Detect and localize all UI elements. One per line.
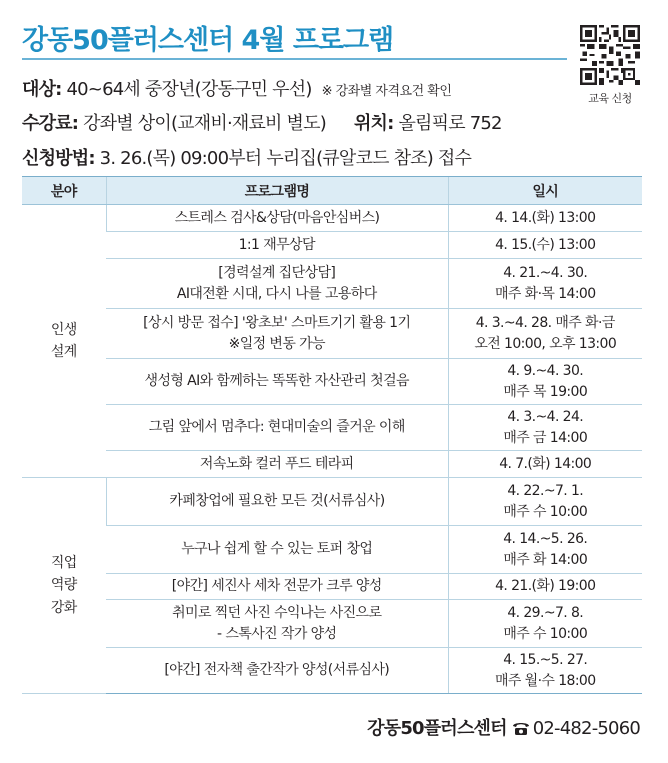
schedule-text: 매주 금 14:00: [503, 429, 588, 446]
program-cell: [106, 600, 448, 648]
schedule-text: 4. 15.(수) 13:00: [495, 236, 596, 253]
program-name: [야간] 세진사 세차 전문가 크루 양성: [171, 578, 382, 595]
schedule-text: 4. 3.~4. 28. 매주 화·금: [475, 315, 615, 332]
header-program: 프로그램명: [106, 177, 448, 205]
schedule-cell: [448, 451, 642, 478]
qr-label: 교육 신청: [588, 92, 632, 105]
category-label: 직업: [50, 554, 77, 571]
schedule-text: 오전 10:00, 오후 13:00: [474, 335, 617, 352]
program-cell: [106, 648, 448, 694]
table-row: [22, 232, 642, 259]
location-value: 올림픽로 752: [398, 113, 502, 134]
table-header-row: [22, 177, 642, 205]
program-name: 생성형 AI와 함께하는 똑똑한 자산관리 첫걸음: [144, 373, 409, 390]
table-row: [22, 451, 642, 478]
program-cell: [106, 309, 448, 359]
category-cell: [22, 478, 106, 694]
schedule-text: 4. 7.(화) 14:00: [499, 455, 592, 472]
apply-label: 신청방법:: [22, 148, 95, 169]
program-name: - 스톡사진 작가 양성: [217, 625, 337, 642]
phone-number[interactable]: 02-482-5060: [532, 718, 640, 739]
schedule-text: 4. 21.~4. 30.: [503, 265, 588, 282]
schedule-text: 매주 월·수 18:00: [494, 672, 596, 689]
program-name: 스트레스 검사&상담(마음안심버스): [174, 209, 380, 226]
program-cell: [106, 259, 448, 309]
program-name: 1:1 재무상담: [238, 236, 315, 253]
program-name: 저속노화 컬러 푸드 테라피: [199, 455, 354, 472]
table-row: [22, 259, 642, 309]
program-cell: [106, 405, 448, 451]
table-row: [22, 526, 642, 574]
schedule-text: 매주 수 10:00: [503, 625, 588, 642]
info-apply: [22, 144, 471, 170]
page-title: 강동50플러스센터 4월 프로그램: [22, 25, 394, 56]
target-label: 대상:: [22, 79, 62, 100]
program-name: [경력설계 집단상담]: [218, 265, 336, 282]
schedule-cell: [448, 232, 642, 259]
program-name: [야간] 전자책 출간작가 양성(서류심사): [164, 662, 390, 679]
category-label: 인생: [50, 321, 77, 338]
schedule-text: 4. 14.~5. 26.: [503, 531, 588, 548]
program-table: [22, 176, 642, 694]
header-category: 분야: [22, 177, 106, 205]
program-cell: [106, 574, 448, 600]
program-name: 그림 앞에서 멈추다: 현대미술의 즐거운 이해: [148, 419, 405, 436]
qr-code-block[interactable]: [578, 25, 642, 106]
table-row: [22, 574, 642, 600]
program-name: 누구나 쉽게 할 수 있는 토퍼 창업: [181, 541, 373, 558]
schedule-cell: [448, 574, 642, 600]
program-cell: [106, 478, 448, 526]
category-label: 설계: [50, 344, 77, 360]
schedule-text: 4. 3.~4. 24.: [507, 409, 584, 426]
schedule-text: 4. 15.~5. 27.: [503, 652, 588, 669]
schedule-cell: [448, 309, 642, 359]
table-row: [22, 478, 642, 526]
target-note: ※ 강좌별 자격요건 확인: [321, 84, 452, 99]
header-schedule: 일시: [448, 177, 642, 205]
schedule-text: 매주 화 14:00: [503, 551, 588, 568]
info-target: [22, 75, 451, 101]
title-divider: [22, 58, 567, 60]
table-row: [22, 205, 642, 232]
program-cell: [106, 205, 448, 232]
schedule-cell: [448, 205, 642, 232]
phone-icon: [511, 720, 531, 736]
center-name: 강동50플러스센터: [367, 718, 507, 739]
schedule-text: 4. 9.~4. 30.: [507, 363, 584, 380]
target-value: 40~64세 중장년(강동구민 우선): [66, 79, 312, 100]
program-cell: [106, 526, 448, 574]
category-cell: [22, 205, 106, 478]
table-body: [22, 205, 642, 694]
table-row: [22, 600, 642, 648]
table-row: [22, 309, 642, 359]
program-name: 카페창업에 필요한 모든 것(서류심사): [169, 493, 385, 510]
program-name: [상시 방문 접수] '왕초보' 스마트기기 활용 1기: [143, 315, 411, 332]
table-row: [22, 405, 642, 451]
schedule-text: 4. 22.~7. 1.: [507, 483, 584, 500]
schedule-cell: [448, 359, 642, 405]
program-name: AI대전환 시대, 다시 나를 고용하다: [176, 285, 377, 302]
schedule-cell: [448, 478, 642, 526]
qr-code-icon[interactable]: [580, 25, 640, 85]
schedule-text: 매주 수 10:00: [503, 503, 588, 520]
info-fee-location: [22, 109, 502, 135]
apply-value: 3. 26.(목) 09:00부터 누리집(큐알코드 참조) 접수: [99, 148, 472, 169]
location-label: 위치:: [353, 113, 394, 134]
program-name: 취미로 찍던 사진 수익나는 사진으로: [172, 605, 382, 622]
program-cell: [106, 451, 448, 478]
fee-label: 수강료:: [22, 113, 79, 134]
schedule-text: 4. 14.(화) 13:00: [495, 209, 596, 226]
schedule-cell: [448, 526, 642, 574]
fee-value: 강좌별 상이(교재비·재료비 별도): [83, 113, 326, 134]
schedule-cell: [448, 405, 642, 451]
schedule-text: 4. 21.(화) 19:00: [495, 578, 596, 595]
schedule-text: 매주 화·목 14:00: [494, 285, 596, 302]
schedule-cell: [448, 259, 642, 309]
schedule-text: 매주 목 19:00: [503, 383, 588, 400]
category-label: 역량: [50, 577, 77, 594]
table-row: [22, 648, 642, 694]
schedule-text: 4. 29.~7. 8.: [507, 605, 584, 622]
program-cell: [106, 359, 448, 405]
program-name: ※일정 변동 가능: [228, 335, 325, 352]
schedule-cell: [448, 648, 642, 694]
program-cell: [106, 232, 448, 259]
table-row: [22, 359, 642, 405]
schedule-cell: [448, 600, 642, 648]
category-label: 강화: [50, 599, 77, 616]
footer-contact: [367, 714, 640, 740]
